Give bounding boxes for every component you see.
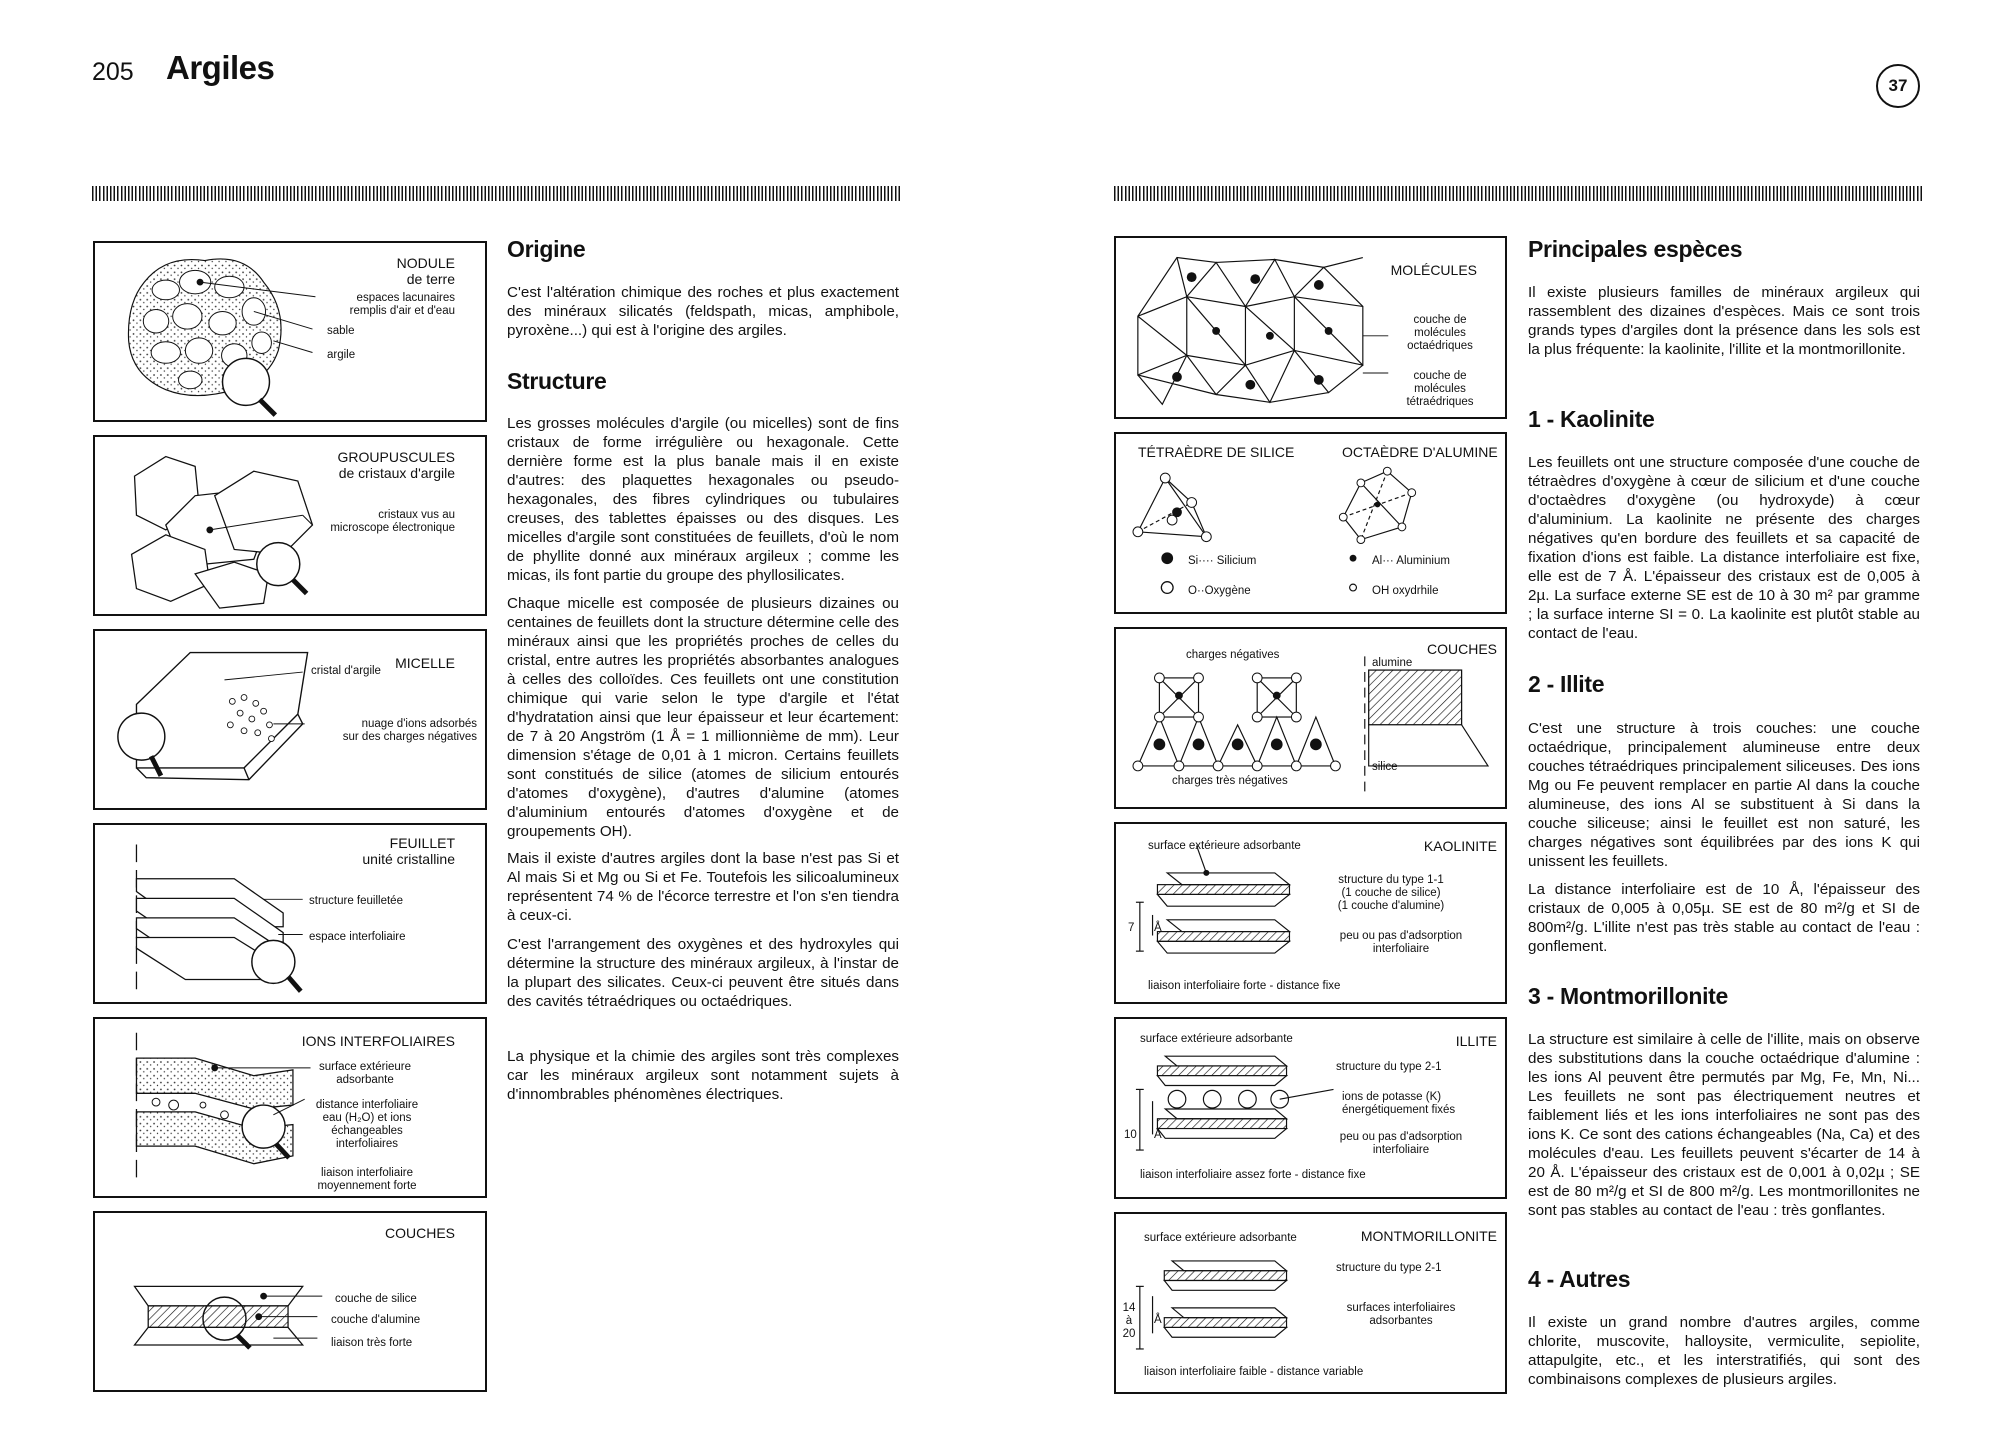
heading-montmorillonite: 3 - Montmorillonite <box>1528 983 1729 1009</box>
montmorillonite-unit: Å <box>1154 1314 1162 1326</box>
illite-label-potasse: ions de potasse (K) énergétiquement fixés <box>1342 1091 1456 1116</box>
paragraph-illite-2: La distance interfoliaire est de 10 Å, l'épaisseur des cristaux de 0,005 à 0,05µ. SE est de 80 m²/g et SI de 800m²/g. L'illite n'est pas très stable au contact de l'eau : gonflement. <box>1528 881 1920 955</box>
couches-label-alumine: couche d'alumine <box>331 1314 421 1326</box>
figure-molecules <box>1114 236 1507 419</box>
kaolinite-label-adsorption: peu ou pas d'adsorption interfoliaire <box>1339 930 1463 955</box>
couches-label-liaison: liaison très forte <box>331 1337 413 1349</box>
charges-title: COUCHES <box>1426 641 1497 657</box>
page-title: Argiles <box>166 49 275 86</box>
feuillet-label-structure: structure feuilletée <box>309 895 403 907</box>
paragraph-especes: Il existe plusieurs familles de minéraux argileux qui rassemblent des dizaines d'espèces. Mais ce sont trois grands types d'argiles dont la présence dans les sols est la plus fréquente: la kaolinite, l'illite et la montmorillonite. <box>1528 284 1920 358</box>
montmorillonite-title: MONTMORILLONITE <box>1360 1228 1497 1244</box>
kaolinite-label-structure: structure du type 1-1 (1 couche de silice) (1 couche d'alumine) <box>1337 874 1445 912</box>
kaolinite-label-liaison: liaison interfoliaire forte - distance fixe <box>1148 980 1341 992</box>
ions-title: IONS INTERFOLIAIRES <box>301 1033 455 1049</box>
octa-title: OCTAÈDRE D'ALUMINE <box>1342 444 1498 460</box>
figure-feuillet <box>93 823 487 1004</box>
nodule-title: NODULE de terre <box>396 255 455 287</box>
couches-title: COUCHES <box>384 1225 455 1241</box>
figure-kaolinite <box>1114 822 1507 1004</box>
ions-label-surface: surface extérieure adsorbante <box>318 1061 412 1086</box>
montmorillonite-distance: 14 à 20 <box>1122 1302 1136 1340</box>
micelle-label-nuage: nuage d'ions adsorbés sur des charges négatives <box>342 718 477 743</box>
figure-couches <box>93 1211 487 1392</box>
charges-label-silice: silice <box>1372 761 1398 773</box>
heading-structure: Structure <box>507 368 607 394</box>
figure-ions-interfoliaires <box>93 1017 487 1198</box>
paragraph-structure-1: Les grosses molécules d'argile (ou micelles) sont de fins cristaux de forme irrégulière ou hexagonale. Cette dernière forme est la plus banale mais il en existe d'autres: des plaquettes hexagonales ou pseudo-hexagonales, des fibres cylindriques ou tubulaires creuses, des tablettes épaisses ou des disques. Les micelles d'argile sont constituées de feuillets, d'où le nom de phyllite donné aux minéraux argileux ; comme les micas, ils font partie du groupe des phyllosilicates. <box>507 415 899 584</box>
heading-kaolinite: 1 - Kaolinite <box>1528 406 1655 432</box>
groupuscules-label: cristaux vus au microscope électronique <box>330 509 455 534</box>
figure-illite <box>1114 1017 1507 1199</box>
octa-key-al: Al··· Aluminium <box>1372 555 1450 567</box>
feuillet-label-espace: espace interfoliaire <box>309 931 406 943</box>
figure-montmorillonite <box>1114 1212 1507 1394</box>
octa-key-oh: OH oxydrhile <box>1372 585 1439 597</box>
kaolinite-title: KAOLINITE <box>1423 838 1497 854</box>
paragraph-structure-4: C'est l'arrangement des oxygènes et des hydroxyles qui détermine la structure des minéraux argileux, à l'instar de la plupart des silicates. Ceux-ci peuvent être situés dans des cavités tétraédriques ou octaédriques. <box>507 936 899 1010</box>
montmorillonite-label-surface: surface extérieure adsorbante <box>1144 1232 1297 1244</box>
illite-title: ILLITE <box>1455 1033 1497 1049</box>
charges-label-tres-neg: charges très négatives <box>1172 775 1288 787</box>
page-number: 205 <box>92 58 134 86</box>
paragraph-structure-3: Mais il existe d'autres argiles dont la base n'est pas Si et Al mais Si et Mg ou Si et Fe. Toutefois les silicoalumineux représentent 74 % de l'écorce terrestre et l'on s'en tiendra à ceux-ci. <box>507 850 899 924</box>
illite-label-adsorption: peu ou pas d'adsorption interfoliaire <box>1339 1131 1463 1156</box>
heading-especes: Principales espèces <box>1528 236 1743 262</box>
decorative-rule-left <box>92 186 902 201</box>
paragraph-structure-2: Chaque micelle est composée de plusieurs dizaines ou centaines de feuillets dont la structure détermine celle des minéraux ainsi que les propriétés proches de celles du cristal, entre autres les propriétés absorbantes analogues à celles des colloïdes. Ces feuillets ont une constitution chimique qui varie selon le type d'argile et l'état d'hydratation ainsi que leur épaisseur et leur écartement: de 7 à 20 Angström (1 Å = 1 millionnième de mm). Leur dimension s'étage de 0,01 à 1 micron. Certains feuillets sont constitués de silice (atomes de silicium entourés d'atomes d'oxygène), d'autres d'alumine (atomes d'aluminium entourés d'atomes d'oxygène et de groupements OH). <box>507 595 899 840</box>
molecules-label-tetra: couche de molécules tétraédriques <box>1406 370 1474 408</box>
paragraph-kaolinite: Les feuillets ont une structure composée d'une couche de tétraèdres d'oxygène à cœur de silicium et d'une couche d'octaèdres d'oxygène (ou hydroxyde) à cœur d'aluminium. La kaolinite ne présente des charges négatives qu'en bordure des feuillets et sa capacité de fixation d'ions est faible. La distance interfoliaire est fixe, elle est de 7 Å. L'épaisseur des cristaux est de 0,005 à 2µ. La surface externe SE est de 10 à 30 m² par gramme ; la surface interne SI = 0. La kaolinite est plutôt stable au contact de l'eau. <box>1528 454 1920 642</box>
decorative-rule-right <box>1114 186 1924 201</box>
illite-distance: 10 <box>1124 1129 1137 1141</box>
paragraph-montmorillonite: La structure est similaire à celle de l'illite, mais on observe des substitutions dans la couche octaédrique d'alumine : les ions Al peuvent être permutés par Mg, Fe, Mn, Ni... Les feuillets ne sont pas électriquement neutres et faiblement liés et les ions interfoliaires ne sont pas des ions K. Ce sont des cations échangeables (Na, Ca) et des molécules d'eau. Les feuillets peuvent s'écarter de 14 à 20 Å. L'épaisseur des cristaux est de 0,001 à 0,02µ ; SE est de 80 m²/g et SI de 800 m²/g. Les montmorillonites ne sont pas stables au contact de l'eau : très gonflantes. <box>1528 1031 1920 1219</box>
heading-illite: 2 - Illite <box>1528 671 1605 697</box>
paragraph-origine: C'est l'altération chimique des roches et plus exactement des minéraux silicatés (feldspath, micas, amphibole, pyroxène...) qui est à l'origine des argiles. <box>507 284 899 339</box>
illite-label-liaison: liaison interfoliaire assez forte - distance fixe <box>1140 1169 1366 1181</box>
kaolinite-distance: 7 <box>1128 922 1135 934</box>
ions-label-distance: distance interfoliaire eau (H₂O) et ions échangeables interfoliaires <box>315 1099 419 1150</box>
figure-groupuscules <box>93 435 487 616</box>
charges-label-neg: charges négatives <box>1186 649 1280 661</box>
montmorillonite-label-surfaces: surfaces interfoliaires adsorbantes <box>1346 1302 1456 1327</box>
montmorillonite-label-structure: structure du type 2-1 <box>1336 1262 1442 1274</box>
figure-tetra-octa <box>1114 432 1507 614</box>
nodule-label-argile: argile <box>327 349 356 361</box>
nodule-label-espaces: espaces lacunaires remplis d'air et d'eau <box>349 292 455 317</box>
tetra-key-o: O··Oxygène <box>1188 585 1251 597</box>
chapter-badge: 37 <box>1876 64 1920 108</box>
figure-micelle <box>93 629 487 810</box>
charges-label-alumine: alumine <box>1372 657 1413 669</box>
illite-unit: Å <box>1154 1129 1162 1141</box>
paragraph-autres: Il existe un grand nombre d'autres argiles, comme chlorite, muscovite, halloysite, vermiculite, sepiolite, attapulgite, etc., et les interstratifiés, qui sont des combinaisons complexes de plusieurs argiles. <box>1528 1314 1920 1388</box>
paragraph-illite-1: C'est une structure à trois couches: une couche octaédrique, principalement alumineuse entre deux couches tétraédriques principalement siliceuses. Des ions Mg ou Fe peuvent remplacer en partie Al dans la couche alumineuse, des ions Al se substituent à Si dans la couche siliceuse; ainsi le feuillet est non saturé, les charges négatives sont équilibrées par des ions K qui unissent les feuillets. <box>1528 720 1920 870</box>
heading-origine: Origine <box>507 236 586 262</box>
kaolinite-label-surface: surface extérieure adsorbante <box>1148 840 1301 852</box>
illite-label-structure: structure du type 2-1 <box>1336 1061 1442 1073</box>
heading-autres: 4 - Autres <box>1528 1266 1631 1292</box>
tetra-key-si: Si···· Silicium <box>1188 555 1257 567</box>
molecules-label-octa: couche de molécules octaédriques <box>1407 314 1473 352</box>
feuillet-title: FEUILLET unité cristalline <box>362 835 455 867</box>
figure-charges-couches <box>1114 627 1507 809</box>
ions-label-liaison: liaison interfoliaire moyennement forte <box>317 1167 417 1192</box>
tetra-octa-drawing <box>1116 434 1505 612</box>
paragraph-structure-5: La physique et la chimie des argiles sont très complexes car les minéraux argileux sont notamment sujets à d'innombrables phénomènes électriques. <box>507 1048 899 1103</box>
montmorillonite-label-liaison: liaison interfoliaire faible - distance variable <box>1144 1366 1364 1378</box>
nodule-label-sable: sable <box>327 325 355 337</box>
kaolinite-unit: Å <box>1154 922 1162 934</box>
micelle-title: MICELLE <box>395 655 455 671</box>
molecules-title: MOLÉCULES <box>1390 262 1477 278</box>
micelle-label-cristal: cristal d'argile <box>311 665 381 677</box>
couches-label-silice: couche de silice <box>335 1293 417 1305</box>
illite-label-surface: surface extérieure adsorbante <box>1140 1033 1293 1045</box>
tetra-title: TÉTRAÈDRE DE SILICE <box>1138 444 1295 460</box>
figure-nodule <box>93 241 487 422</box>
groupuscules-title: GROUPUSCULES de cristaux d'argile <box>337 449 455 481</box>
